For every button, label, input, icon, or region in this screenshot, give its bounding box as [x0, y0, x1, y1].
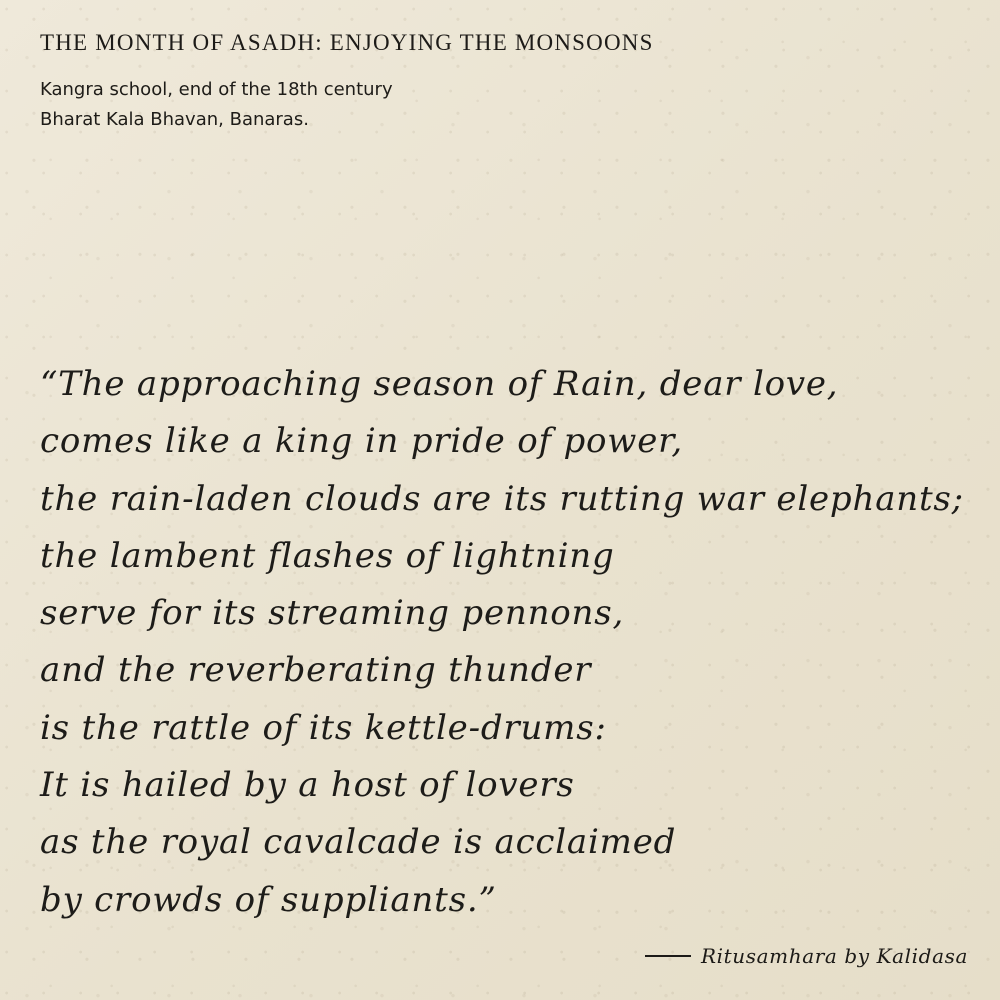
em-dash-icon [645, 955, 691, 957]
subtitle-line-collection: Bharat Kala Bhavan, Banaras. [40, 109, 309, 130]
poem-line-4: the lambent flashes of lightning [40, 535, 615, 576]
document-title: THE MONTH OF ASADH: ENJOYING THE MONSOONS [40, 30, 654, 55]
poem-line-8: It is hailed by a host of lovers [40, 765, 575, 806]
poem-line-2: comes like a king in pride of power, [40, 421, 684, 462]
attribution-text: Ritusamhara by Kalidasa [700, 944, 968, 968]
poem-line-10: by crowds of suppliants.” [40, 879, 497, 920]
caption-header [40, 30, 960, 135]
poem-line-9: as the royal cavalcade is acclaimed [40, 822, 677, 863]
poem-line-7: is the rattle of its kettle-drums: [40, 707, 607, 748]
poem-block [40, 356, 980, 929]
poem-line-6: and the reverberating thunder [40, 650, 592, 691]
subtitle-line-school: Kangra school, end of the 18th century [40, 79, 393, 100]
poem-line-1: “The approaching season of Rain, dear love, [40, 364, 839, 404]
poem-line-3: the rain-laden clouds are its rutting war elephants; [40, 478, 964, 519]
attribution [645, 944, 968, 968]
poem-line-5: serve for its streaming pennons, [40, 593, 625, 634]
